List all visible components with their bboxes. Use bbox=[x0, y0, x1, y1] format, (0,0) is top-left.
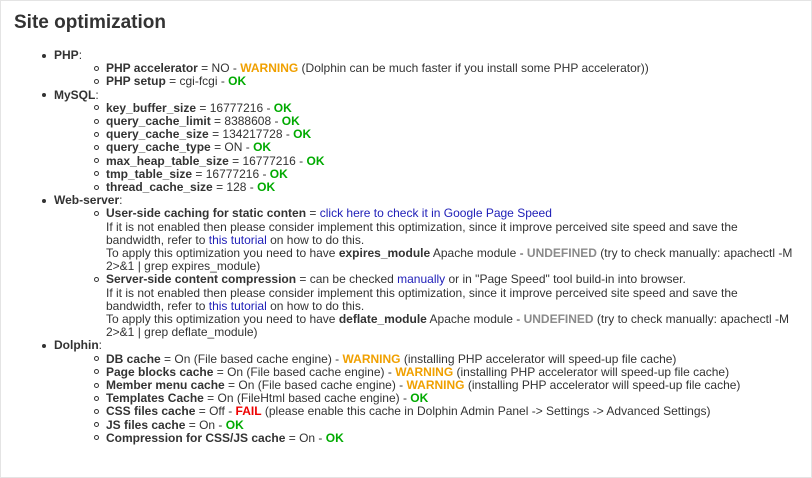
setting-name: query_cache_type bbox=[106, 140, 211, 155]
setting-name: thread_cache_size bbox=[106, 180, 213, 195]
check-compression-cache: Compression for CSS/JS cache = On - OK bbox=[94, 432, 797, 445]
check-mysql-item: query_cache_type = ON - OK bbox=[94, 141, 797, 154]
setting-name: CSS files cache bbox=[106, 404, 196, 419]
setting-name: DB cache bbox=[106, 351, 161, 366]
setting-name: Member menu cache bbox=[106, 378, 225, 393]
section-label: Dolphin bbox=[54, 338, 99, 353]
setting-name: JS files cache bbox=[106, 417, 186, 432]
setting-name: query_cache_size bbox=[106, 127, 209, 142]
section-label: PHP bbox=[54, 48, 79, 62]
check-mysql-item: thread_cache_size = 128 - OK bbox=[94, 181, 797, 194]
setting-value: NO bbox=[211, 61, 230, 76]
status-ok: OK bbox=[253, 140, 272, 155]
status-undefined: UNDEFINED bbox=[526, 246, 597, 261]
status-warning: WARNING bbox=[240, 61, 299, 76]
status-fail: FAIL bbox=[235, 404, 262, 419]
check-page-blocks-cache: Page blocks cache = On (File based cache engine) - WARNING (installing PHP accelerator will speed-up file cache) bbox=[94, 366, 797, 379]
check-php-setup: PHP setup = cgi-fcgi - OK bbox=[94, 75, 797, 88]
setting-value: 8388608 bbox=[224, 114, 272, 129]
setting-value: 134217728 bbox=[222, 127, 283, 142]
page-title: Site optimization bbox=[14, 12, 166, 33]
check-templates-cache: Templates Cache = On (FileHtml based cache engine) - OK bbox=[94, 392, 797, 405]
status-ok: OK bbox=[410, 391, 429, 406]
check-mysql-item: query_cache_limit = 8388608 - OK bbox=[94, 115, 797, 128]
module-name: expires_module bbox=[338, 246, 431, 261]
tutorial-link[interactable]: this tutorial bbox=[208, 298, 267, 313]
setting-name: PHP accelerator bbox=[106, 61, 198, 76]
setting-name: Server-side content compression bbox=[106, 272, 297, 287]
check-mysql-item: max_heap_table_size = 16777216 - OK bbox=[94, 155, 797, 168]
status-warning: WARNING bbox=[342, 351, 401, 366]
section-label: Web-server bbox=[54, 193, 120, 208]
status-ok: OK bbox=[306, 153, 325, 168]
status-ok: OK bbox=[225, 417, 244, 432]
check-css-files-cache: CSS files cache = Off - FAIL (please enable this cache in Dolphin Admin Panel -> Settings -> Advanced Settings) bbox=[94, 405, 797, 418]
check-mysql-item: query_cache_size = 134217728 - OK bbox=[94, 128, 797, 141]
check-server-side-compression: Server-side content compression = can be checked manually or in "Page Speed" tool build-in into browser. If it is not enabled then please consider implement this optimization, since it improve perceived site speed and save the bandwidth, refer to this tutorial on how to do this. To apply this optimization you need to have deflate_module Apache module - UNDEFINED (try to check manually: apachectl -M 2>&1 | grep deflate_module) bbox=[94, 273, 797, 339]
setting-name: Templates Cache bbox=[106, 391, 204, 406]
status-warning: WARNING bbox=[406, 378, 465, 393]
check-js-files-cache: JS files cache = On - OK bbox=[94, 419, 797, 432]
setting-name: User-side caching for static conten bbox=[106, 206, 307, 221]
status-ok: OK bbox=[269, 166, 288, 181]
setting-name: Page blocks cache bbox=[106, 364, 214, 379]
check-php-accelerator: PHP accelerator = NO - WARNING (Dolphin can be much faster if you install some PHP accelerator)) bbox=[94, 62, 797, 75]
checks-list bbox=[42, 49, 797, 445]
section-php: PHP: PHP accelerator = NO - WARNING (Dolphin can be much faster if you install some PHP accelerator)) PHP setup = cgi-fcgi - OK bbox=[42, 49, 797, 89]
setting-name: Compression for CSS/JS cache bbox=[106, 430, 286, 445]
tutorial-link[interactable]: this tutorial bbox=[208, 232, 267, 247]
setting-name: query_cache_limit bbox=[106, 114, 211, 129]
setting-value: 16777216 bbox=[242, 153, 296, 168]
setting-value: 16777216 bbox=[209, 100, 264, 115]
setting-name: key_buffer_size bbox=[106, 100, 197, 115]
section-web-server: Web-server: User-side caching for static conten = click here to check it in Google Page Speed If it is not enabled then please consider implement this optimization, since it improve perceived site speed and save the bandwidth, refer to this tutorial on how to do this. To apply this optimization you need to have expires_module Apache module - UNDEFINED (try to check manually: apachectl -M 2>&1 | grep expires_module) Server-side content compression = can be checked manually or in "Page Speed" tool build-in into browser. If it is not enabled then please consider implement this optimization, since it improve perceived site speed and save the bandwidth, refer to this tutorial on how to do this. To apply this optimization you need to have deflate_module Apache module - UNDEFINED (try to check manually: apachectl -M 2>&1 | grep deflate_module) bbox=[42, 194, 797, 339]
status-ok: OK bbox=[325, 430, 344, 445]
check-mysql-item: tmp_table_size = 16777216 - OK bbox=[94, 168, 797, 181]
setting-name: PHP setup bbox=[106, 74, 166, 89]
setting-value: 128 bbox=[226, 180, 247, 195]
manually-link[interactable]: manually bbox=[397, 272, 446, 287]
setting-name: max_heap_table_size bbox=[106, 153, 229, 168]
status-ok: OK bbox=[228, 74, 247, 89]
setting-name: tmp_table_size bbox=[106, 166, 193, 181]
check-db-cache: DB cache = On (File based cache engine) - WARNING (installing PHP accelerator will speed-up file cache) bbox=[94, 353, 797, 366]
status-ok: OK bbox=[273, 100, 292, 115]
check-user-side-caching: User-side caching for static conten = click here to check it in Google Page Speed If it is not enabled then please consider implement this optimization, since it improve perceived site speed and save the bandwidth, refer to this tutorial on how to do this. To apply this optimization you need to have expires_module Apache module - UNDEFINED (try to check manually: apachectl -M 2>&1 | grep expires_module) bbox=[94, 207, 797, 273]
section-mysql: MySQL: key_buffer_size = 16777216 - OK query_cache_limit = 8388608 - OK query_cache_size = 134217728 - OK query_cache_type = ON - OK max_heap_table_size = 16777216 - OK tmp_table_size = 16777216 - OK thread_cache_size = 128 - OK bbox=[42, 89, 797, 195]
section-label: MySQL bbox=[54, 87, 96, 102]
page-speed-link[interactable]: click here to check it in Google Page Speed bbox=[319, 206, 552, 221]
module-name: deflate_module bbox=[338, 312, 427, 327]
setting-value: cgi-fcgi bbox=[179, 74, 218, 89]
section-dolphin: Dolphin: DB cache = On (File based cache engine) - WARNING (installing PHP accelerator will speed-up file cache) Page blocks cache = On (File based cache engine) - WARNING (installing PHP accelerator will speed-up file cache) Member menu cache = On (File based cache engine) - WARNING (installing PHP accelerator will speed-up file cache) Templates Cache = On (FileHtml based cache engine) - OK CSS files cache = Off - FAIL (please enable this cache in Dolphin Admin Panel -> Settings -> Advanced Settings) JS files cache = On - OK Compression for CSS/JS cache = On - OK bbox=[42, 339, 797, 445]
status-ok: OK bbox=[281, 114, 300, 129]
status-undefined: UNDEFINED bbox=[523, 312, 594, 327]
check-mysql-item: key_buffer_size = 16777216 - OK bbox=[94, 102, 797, 115]
status-ok: OK bbox=[257, 180, 276, 195]
status-ok: OK bbox=[293, 127, 312, 142]
setting-value: 16777216 bbox=[205, 166, 260, 181]
check-member-menu-cache: Member menu cache = On (File based cache engine) - WARNING (installing PHP accelerator will speed-up file cache) bbox=[94, 379, 797, 392]
setting-value: ON bbox=[224, 140, 243, 155]
status-warning: WARNING bbox=[395, 364, 454, 379]
